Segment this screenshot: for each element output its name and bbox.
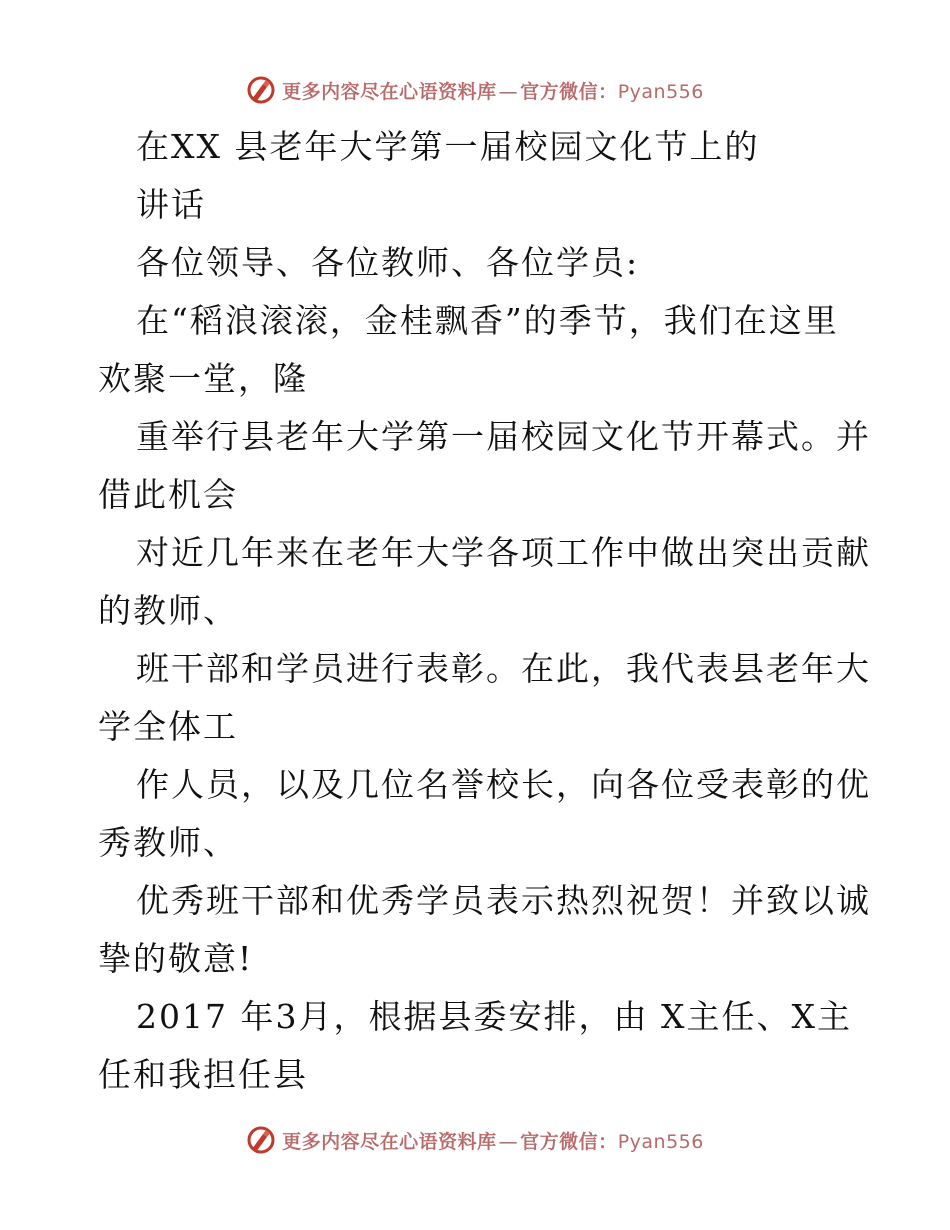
footer-banner-text: [282, 1127, 704, 1154]
header-banner-separator: —: [498, 80, 519, 103]
document-line: 各位领导、各位教师、各位学员:: [136, 243, 640, 282]
document-line: 讲话: [136, 185, 206, 224]
document-line: 学全体工: [98, 707, 238, 746]
document-line: 作人员，以及几位名誉校长，向各位受表彰的优: [136, 765, 871, 804]
document-line: 在“稻浪滚滚，金桂飘香”的季节，我们在这里: [136, 301, 839, 340]
document-line: 重举行县老年大学第一届校园文化节开幕式。并: [136, 417, 871, 456]
header-banner-text: [282, 77, 704, 104]
footer-banner-contact: 官方微信：: [520, 1130, 618, 1153]
footer-banner-label: 更多内容尽在心语资料库: [282, 1130, 497, 1153]
document-line: 在XX 县老年大学第一届校园文化节上的: [136, 127, 760, 166]
document-line: 欢聚一堂，隆: [98, 359, 308, 398]
document-line: 的教师、: [98, 591, 238, 630]
footer-banner-id: Pyan556: [617, 1130, 704, 1153]
document-line: 挚的敬意!: [98, 939, 254, 978]
pen-circle-logo-icon: [246, 1125, 276, 1155]
document-line: 班干部和学员进行表彰。在此，我代表县老年大: [136, 649, 871, 688]
header-banner: [0, 73, 950, 107]
header-banner-id: Pyan556: [617, 80, 704, 103]
document-line: 2017 年3月，根据县委安排，由 X主任、X主: [136, 997, 852, 1036]
document-line: 优秀班干部和优秀学员表示热烈祝贺！并致以诚: [136, 881, 871, 920]
document-line: 任和我担任县: [98, 1055, 308, 1094]
header-banner-label: 更多内容尽在心语资料库: [282, 80, 497, 103]
document-line: 对近几年来在老年大学各项工作中做出突出贡献: [136, 533, 871, 572]
document-line: 秀教师、: [98, 823, 238, 862]
footer-banner: [0, 1123, 950, 1157]
pen-circle-logo-icon: [246, 75, 276, 105]
header-banner-contact: 官方微信：: [520, 80, 618, 103]
footer-banner-separator: —: [498, 1130, 519, 1153]
document-line: 借此机会: [98, 475, 238, 514]
document-body: [98, 118, 871, 1104]
